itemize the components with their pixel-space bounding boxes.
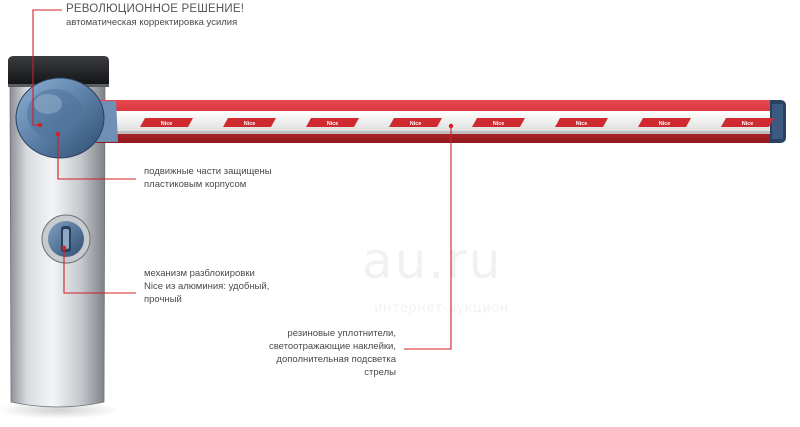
decal-label: Nice xyxy=(575,121,588,127)
callout-line: механизм разблокировки xyxy=(144,268,255,279)
decal-label: Nice xyxy=(658,121,671,127)
callout-line: Nice из алюминия: удобный, xyxy=(144,281,270,292)
unlock-lock-icon xyxy=(42,215,90,263)
watermark-logo: au.ru xyxy=(362,232,503,290)
callout-boom xyxy=(246,327,396,379)
callout-revolution xyxy=(66,3,244,29)
decal-label: Nice xyxy=(409,121,422,127)
callout-subtitle: автоматическая корректировка усилия xyxy=(66,17,238,28)
decal-label: Nice xyxy=(160,121,173,127)
callout-line: подвижные части защищены xyxy=(144,166,272,177)
decal-label: Nice xyxy=(326,121,339,127)
callout-line: стрелы xyxy=(364,367,396,378)
callout-line: светоотражающие наклейки, xyxy=(268,341,396,352)
watermark-caption: интернет-аукцион xyxy=(374,301,509,316)
callout-unlock xyxy=(144,267,269,306)
decal-label: Nice xyxy=(243,121,256,127)
callout-title: РЕВОЛЮЦИОННОЕ РЕШЕНИЕ! xyxy=(66,3,245,15)
callout-housing xyxy=(144,165,272,191)
callout-line: прочный xyxy=(144,294,182,305)
decal-label: Nice xyxy=(492,121,505,127)
callout-line: дополнительная подсветка xyxy=(276,354,396,365)
callout-line: резиновые уплотнители, xyxy=(287,328,396,339)
decal-label: Nice xyxy=(741,121,754,127)
callout-line: пластиковым корпусом xyxy=(144,179,247,190)
motor-cover-icon xyxy=(16,78,104,158)
